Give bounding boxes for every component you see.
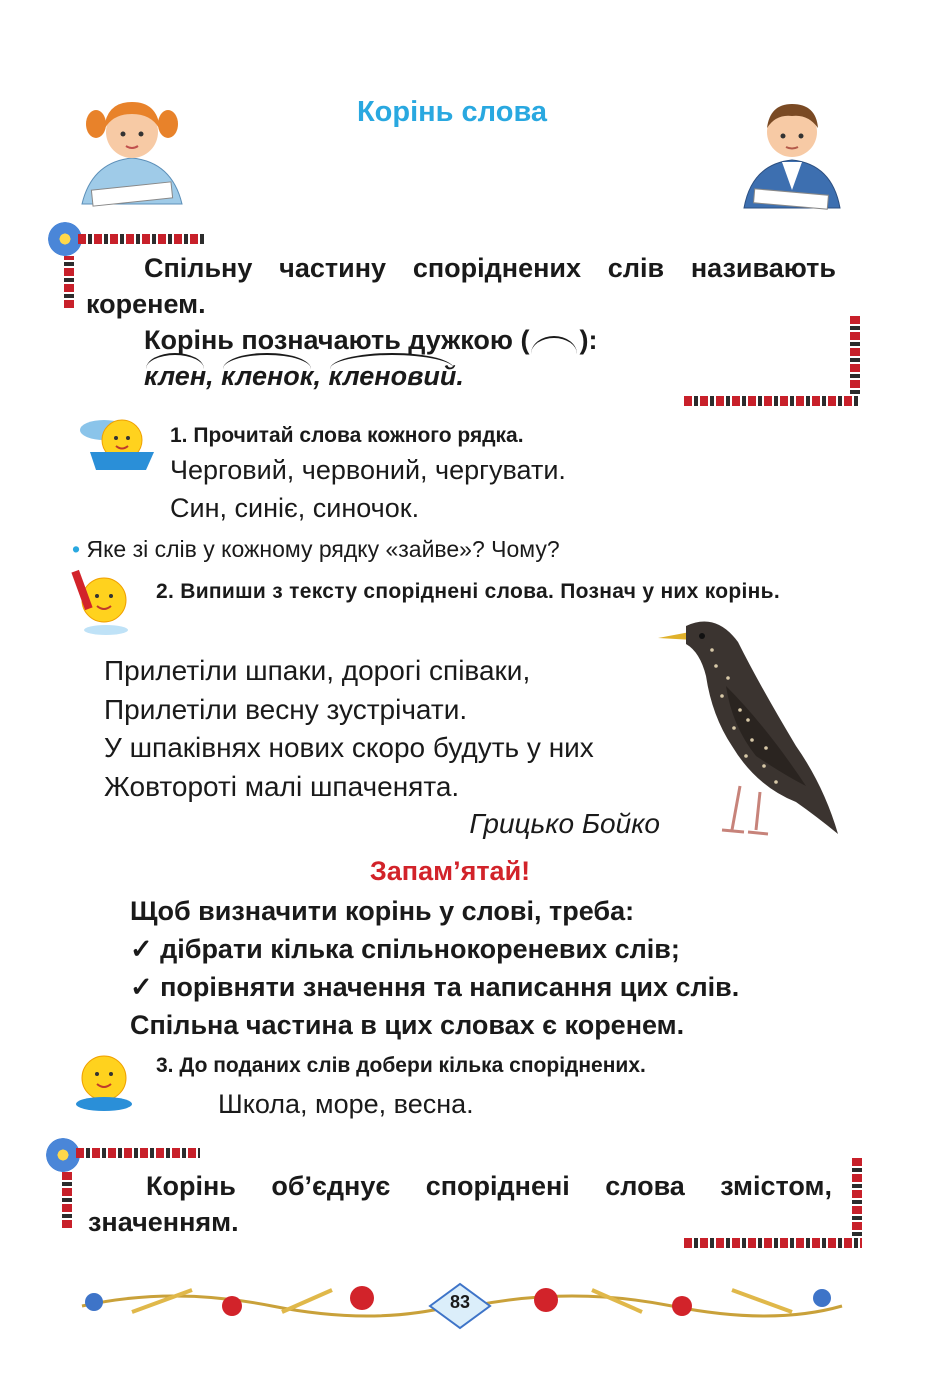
ornament-border bbox=[852, 1156, 862, 1246]
remember-line: Щоб визначити корінь у слові, треба: bbox=[130, 896, 635, 926]
page-title: Корінь слова bbox=[356, 96, 548, 128]
conclusion-text: Корінь об’єднує споріднені слова змістом, значенням. bbox=[88, 1171, 832, 1237]
poem-line: У шпаківнях нових скоро будуть у них bbox=[104, 732, 594, 763]
remember-rules bbox=[130, 892, 739, 1044]
example-word: клен bbox=[144, 358, 206, 394]
ornament-border bbox=[684, 396, 860, 406]
task-1-line: Син, синіє, синочок. bbox=[170, 493, 420, 523]
poem-line: Прилетіли весну зустрічати. bbox=[104, 693, 468, 725]
example-word: кленок bbox=[221, 358, 313, 394]
question-line bbox=[72, 534, 560, 564]
ornament-border bbox=[850, 316, 860, 404]
poem-author: Грицько Бойко bbox=[469, 808, 660, 839]
poem-line: Жовтороті малі шпаченята. bbox=[104, 770, 460, 802]
reading-sun-icon bbox=[74, 416, 156, 472]
remember-heading: Запам’ятай! bbox=[369, 856, 531, 886]
writing-sun-icon bbox=[70, 566, 136, 638]
example-word: кленовий bbox=[328, 358, 456, 394]
starling-illustration bbox=[656, 616, 846, 842]
task-2-heading: 2. Випиши з тексту споріднені слова. Познач у них корінь. bbox=[156, 580, 781, 603]
definition-text: Спільну частину споріднених слів називають коренем. bbox=[86, 253, 836, 319]
page-number: 83 bbox=[449, 1292, 471, 1312]
remember-line: ✓ дібрати кілька спільнокореневих слів; bbox=[130, 934, 680, 964]
task-1-line: Черговий, червоний, чергувати. bbox=[170, 455, 566, 485]
poem-line: Прилетіли шпаки, дорогі співаки, bbox=[104, 655, 531, 686]
root-bracket-icon bbox=[529, 334, 579, 350]
bullet-icon: • bbox=[72, 536, 81, 562]
sun-character-icon bbox=[72, 1052, 134, 1114]
task-3-words: Школа, море, весна. bbox=[218, 1089, 474, 1119]
ornament-border bbox=[64, 256, 74, 308]
task-3-heading: 3. До поданих слів добери кілька споріднених. bbox=[156, 1054, 646, 1077]
ornament-border bbox=[76, 1148, 200, 1158]
task-1-heading: 1. Прочитай слова кожного рядка. bbox=[170, 424, 524, 447]
poem bbox=[104, 652, 594, 806]
root-marking-rule bbox=[144, 322, 597, 358]
root-examples: клен, кленок, кленовий. bbox=[144, 358, 464, 394]
ornament-border bbox=[62, 1172, 72, 1228]
flower-ornament-icon bbox=[46, 1138, 80, 1172]
ornament-border bbox=[78, 234, 206, 244]
root-marking-prefix: Корінь позначають дужкою ( bbox=[144, 325, 530, 355]
root-marking-suffix: ): bbox=[579, 325, 598, 355]
question-text: Яке зі слів у кожному рядку «зайве»? Чому? bbox=[86, 536, 560, 562]
flower-ornament-icon bbox=[48, 222, 82, 256]
remember-line: Спільна частина в цих словах є коренем. bbox=[130, 1010, 685, 1040]
remember-line: ✓ порівняти значення та написання цих слів. bbox=[130, 972, 740, 1002]
